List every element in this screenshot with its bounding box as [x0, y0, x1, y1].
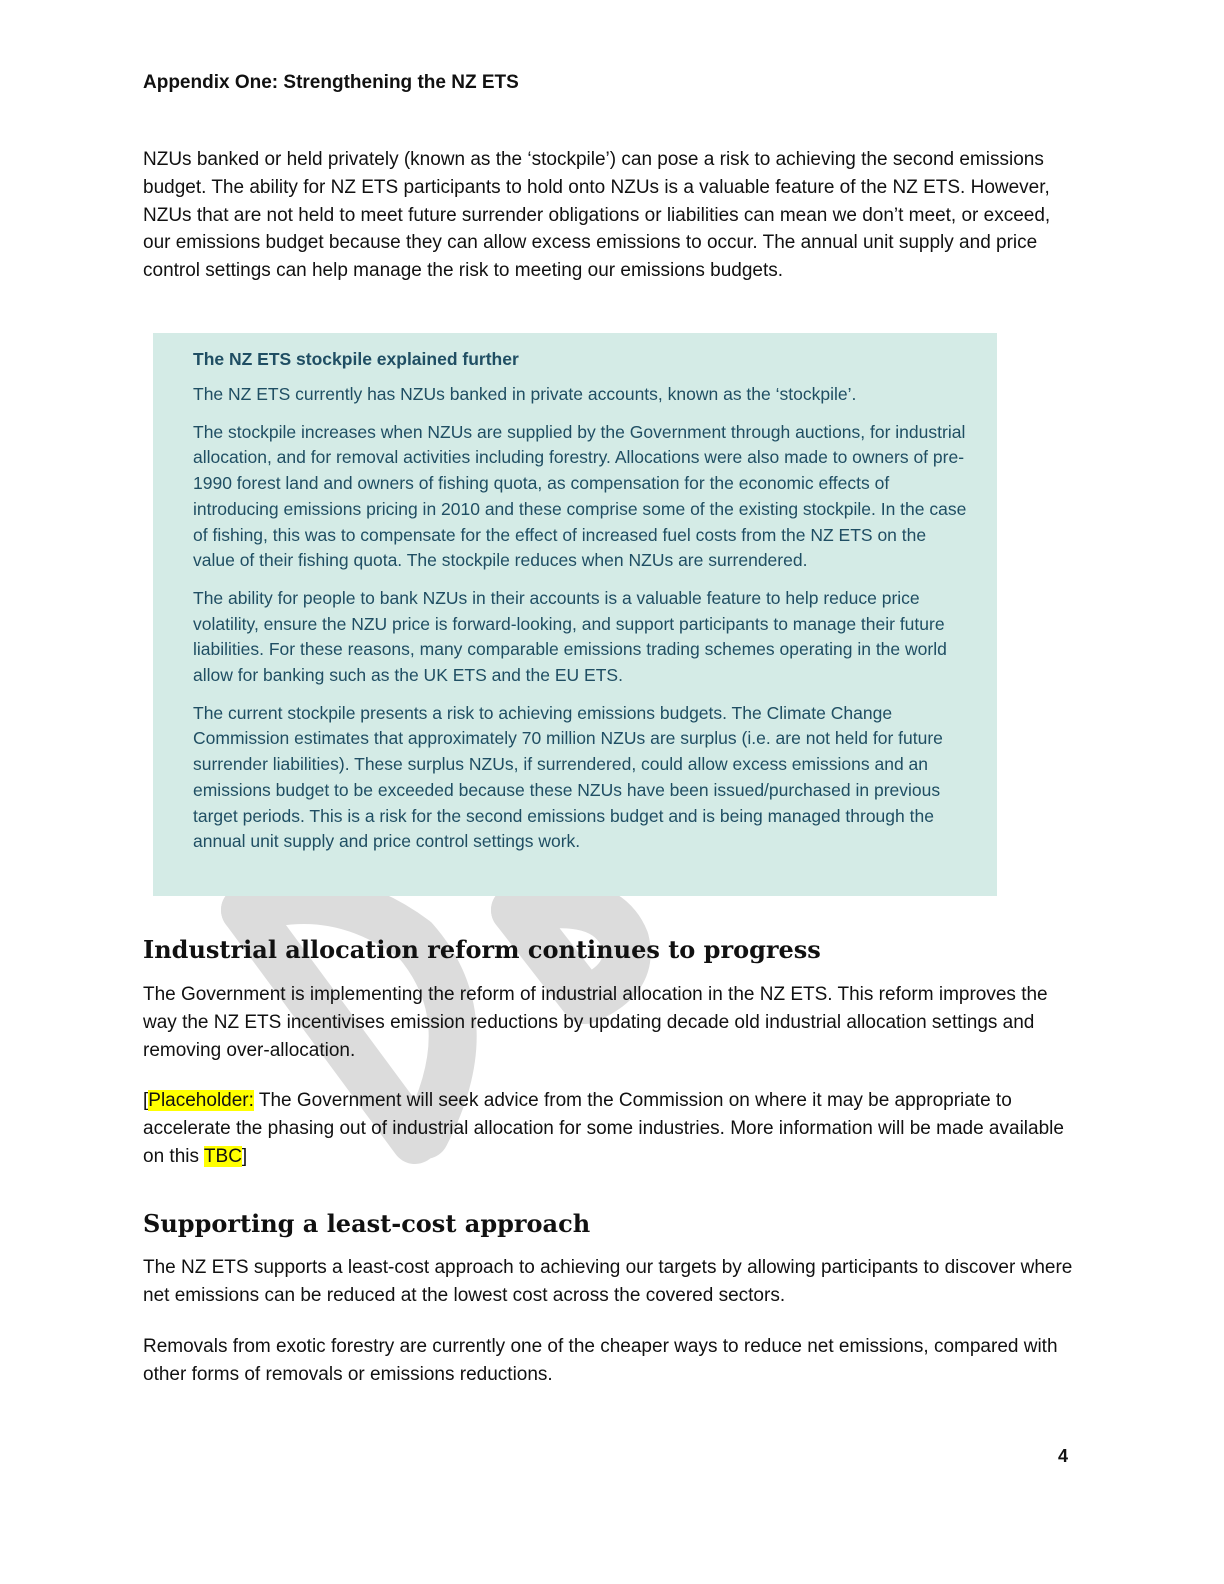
- stockpile-callout-box: [153, 333, 997, 896]
- least-cost-heading: Supporting a least-cost approach: [143, 1209, 591, 1238]
- appendix-title: Appendix One: Strengthening the NZ ETS: [143, 72, 519, 93]
- exotic-forestry-paragraph: Removals from exotic forestry are currently one of the cheaper ways to reduce net emissions, compared with other forms of removals or emissions reductions.: [143, 1336, 1058, 1385]
- callout-paragraph: The current stockpile presents a risk to achieving emissions budgets. The Climate Change Commission estimates that approximately 70 million NZUs are surplus (i.e. are not held for future surrender liabilities). These surplus NZUs, if surrendered, could allow excess emissions and an emissions budget to be exceeded because these NZUs have been issued/purchased in previous target periods. This is a risk for the second emissions budget and is being managed through the annual unit supply and price control settings work.: [193, 702, 943, 852]
- least-cost-paragraph: The NZ ETS supports a least-cost approach to achieving our targets by allowing participants to discover where net emissions can be reduced at the lowest cost across the covered sectors.: [143, 1257, 1073, 1306]
- callout-paragraph: The NZ ETS currently has NZUs banked in private accounts, known as the ‘stockpile’.: [193, 384, 857, 404]
- callout-title: The NZ ETS stockpile explained further: [193, 349, 519, 369]
- placeholder-label: Placeholder:: [148, 1090, 254, 1111]
- close-bracket: ]: [241, 1145, 248, 1167]
- tbc-marker: TBC: [203, 1145, 242, 1167]
- placeholder-paragraph: [143, 1087, 1078, 1170]
- page-number: 4: [1058, 1446, 1069, 1466]
- callout-paragraph: The ability for people to bank NZUs in their accounts is a valuable feature to help reduce price volatility, ensure the NZU price is forward-looking, and support participants to manage their future liabilities. For these reasons, many comparable emissions trading schemes operating in the world allow for banking such as the UK ETS and the EU ETS.: [193, 587, 947, 686]
- placeholder-text: The Government will seek advice from the Commission on where it may be appropriate to accelerate the phasing out of industrial allocation for some industries. More information will be made available on this: [143, 1090, 1064, 1167]
- callout-paragraph: The stockpile increases when NZUs are supplied by the Government through auctions, for industrial allocation, and for removal activities including forestry. Allocations were also made to owners of pre-1990 forest land and owners of fishing quota, as compensation for the economic effects of introducing emissions pricing in 2010 and these comprise some of the existing stockpile. In the case of fishing, this was to compensate for the effect of increased fuel costs from the NZ ETS on the value of their fishing quota. The stockpile reduces when NZUs are surrendered.: [193, 421, 967, 571]
- industrial-allocation-heading: Industrial allocation reform continues to progress: [143, 935, 821, 964]
- intro-paragraph: NZUs banked or held privately (known as the ‘stockpile’) can pose a risk to achieving the second emissions budget. The ability for NZ ETS participants to hold onto NZUs is a valuable feature of the NZ ETS. However, NZUs that are not held to meet future surrender obligations or liabilities can mean we don’t meet, or exceed, our emissions budget because they can allow excess emissions to occur. The annual unit supply and price control settings can help manage the risk to meeting our emissions budgets.: [143, 149, 1051, 282]
- industrial-allocation-paragraph: The Government is implementing the reform of industrial allocation in the NZ ETS. This reform improves the way the NZ ETS incentivises emission reductions by updating decade old industrial allocation settings and removing over-allocation.: [143, 984, 1048, 1061]
- open-bracket: [: [143, 1090, 149, 1111]
